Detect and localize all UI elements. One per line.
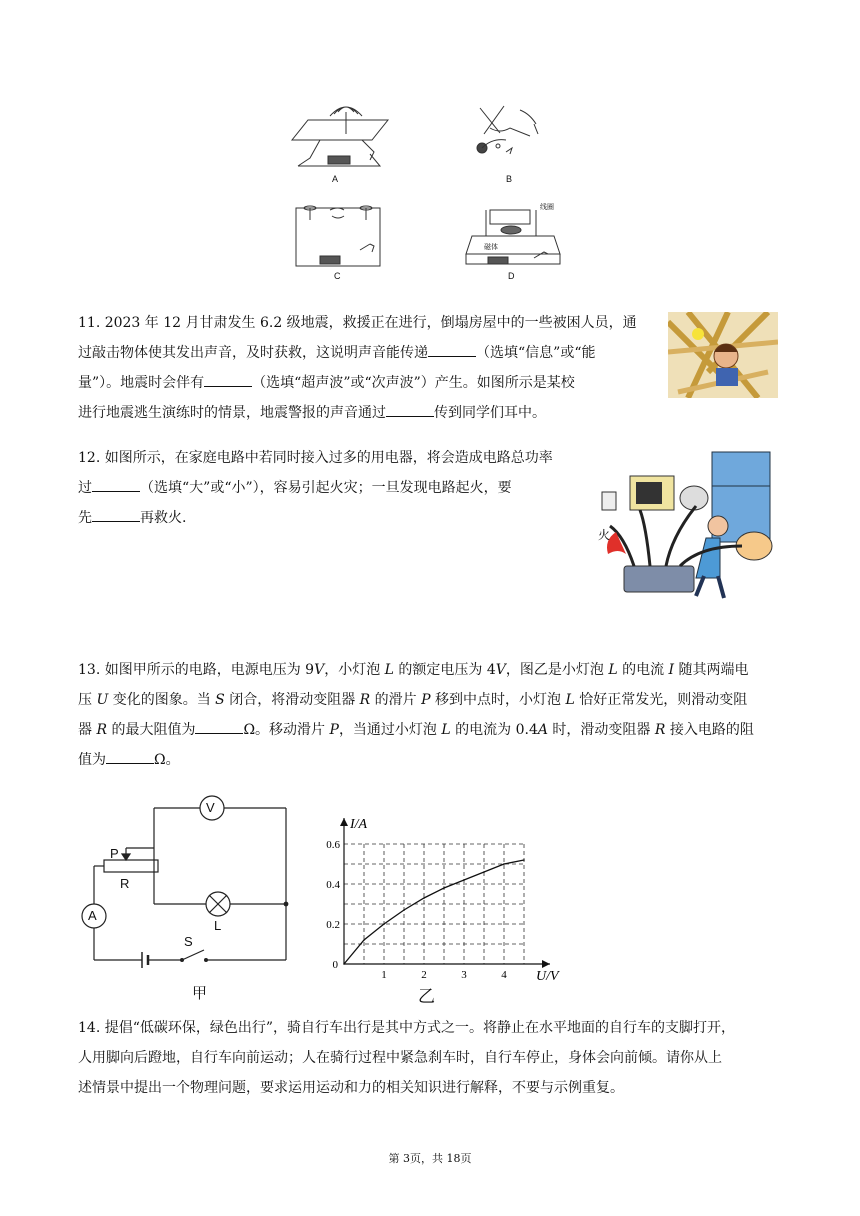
experiment-figure <box>290 98 580 288</box>
q13-line-4 <box>78 745 780 775</box>
q13-text: Ω。移动滑片 <box>243 722 330 738</box>
q13-text: 的电流 <box>617 662 669 678</box>
data-point <box>423 897 425 899</box>
q13-text: 的电流为 0.4 <box>450 722 538 738</box>
circuit-caption: 甲 <box>192 984 208 1002</box>
q13-text: 变化的图象。当 <box>108 692 216 708</box>
circuit-drawing <box>78 792 298 1004</box>
q13-text: 的额定电压为 4 <box>393 662 496 678</box>
q13-line-3 <box>78 715 780 745</box>
answer-blank[interactable] <box>195 719 243 734</box>
voltmeter-label: V <box>206 800 215 815</box>
q13-symbol: L <box>608 662 618 678</box>
q13-line-1 <box>78 655 780 685</box>
slider-label: P <box>110 846 119 861</box>
q13-text: 时，滑动变阻器 <box>547 722 655 738</box>
q12-line-2 <box>78 473 598 503</box>
q13-text: 压 <box>78 692 97 708</box>
switch-label: S <box>184 934 193 949</box>
q11-line-3 <box>78 368 658 398</box>
q11-text: （选填“超声波”或“次声波”）产生。如图所示是某校 <box>252 375 575 391</box>
ammeter-label: A <box>88 908 97 923</box>
q13-text: ，小灯泡 <box>324 662 385 678</box>
earthquake-drawing <box>668 312 778 398</box>
data-point <box>383 923 385 925</box>
circuit-diagram <box>78 792 298 1004</box>
y-axis-label: I/A <box>350 817 368 832</box>
q11-text: 进行地震逃生演练时的情景，地震警报的声音通过 <box>78 405 386 421</box>
q13-text: 值为 <box>78 752 106 768</box>
rheostat-icon <box>104 860 158 872</box>
q12-line-1: 12. 如图所示，在家庭电路中若同时接入过多的用电器，将会造成电路总功率 <box>78 450 553 466</box>
data-point <box>363 939 365 941</box>
earthquake-image <box>668 312 778 398</box>
q13-symbol: L <box>565 692 575 708</box>
q11-text: 过敲击物体使其发出声音，及时获救，这说明声音能传递 <box>78 345 428 361</box>
figure-label-magnet: 磁体 <box>484 244 498 251</box>
lamp-label: L <box>214 918 222 933</box>
figure-label-a: A <box>332 174 339 184</box>
q13-text: 移到中点时，小灯泡 <box>430 692 566 708</box>
q13-text: 器 <box>78 722 97 738</box>
x-tick-label: 3 <box>461 969 467 981</box>
data-point <box>503 863 505 865</box>
q11-text: 传到同学们耳中。 <box>434 405 546 421</box>
q14-line-1: 14. 提倡“低碳环保，绿色出行”，骑自行车出行是其中方式之一。将静止在水平地面的自行车的支脚打开， <box>78 1020 736 1036</box>
data-point <box>443 887 445 889</box>
iu-curve <box>344 860 524 964</box>
q12-text: 过 <box>78 480 92 496</box>
question-13 <box>78 655 780 775</box>
q13-symbol: R <box>359 692 371 708</box>
q12-text: 先 <box>78 510 92 526</box>
q13-symbol: I <box>668 662 675 678</box>
chart-caption: 乙 <box>418 987 435 1007</box>
y-tick-label: 0.2 <box>326 919 340 931</box>
page-footer: 第 3页，共 18页 <box>388 1152 472 1165</box>
x-tick-label: 2 <box>421 969 427 981</box>
answer-blank[interactable] <box>386 402 434 417</box>
q14-line-3: 述情景中提出一个物理问题，要求运用运动和力的相关知识进行解释，不要与示例重复。 <box>78 1080 624 1096</box>
answer-blank[interactable] <box>92 477 140 492</box>
question-11 <box>78 308 658 428</box>
q13-symbol: S <box>215 692 225 708</box>
answer-blank[interactable] <box>106 749 154 764</box>
overload-image <box>594 446 780 616</box>
q12-line-3 <box>78 503 598 533</box>
q11-line-2 <box>78 338 658 368</box>
iu-chart-svg <box>318 804 568 1004</box>
iu-chart <box>318 804 568 1007</box>
figure-label-b: B <box>506 174 513 184</box>
q13-line-2 <box>78 685 780 715</box>
q12-text: （选填“大”或“小”），容易引起火灾；一旦发现电路起火，要 <box>140 480 512 496</box>
y-tick-label: 0.4 <box>326 879 340 891</box>
question-12 <box>78 443 598 533</box>
q13-text: 恰好正常发光，则滑动变阻 <box>574 692 748 708</box>
data-point <box>483 871 485 873</box>
origin-label: 0 <box>332 959 338 971</box>
q13-symbol: L <box>384 662 394 678</box>
data-point <box>523 859 525 861</box>
experiment-drawings <box>290 98 580 288</box>
figure-label-coil: 线圈 <box>540 204 554 211</box>
q12-text: 再救火. <box>140 510 187 526</box>
q13-symbol: P <box>329 722 339 738</box>
q13-text: 的最大阻值为 <box>107 722 196 738</box>
y-axis-arrow-icon <box>340 818 348 826</box>
q13-symbol: A <box>537 722 548 738</box>
data-point <box>463 879 465 881</box>
q13-text: Ω。 <box>154 752 180 768</box>
y-tick-label: 0.6 <box>326 839 340 851</box>
answer-blank[interactable] <box>428 342 476 357</box>
figure-label-d: D <box>508 271 515 281</box>
q13-text: 闭合，将滑动变阻器 <box>224 692 360 708</box>
figure-label-c: C <box>334 271 341 281</box>
overload-drawing <box>594 446 780 616</box>
q13-symbol: R <box>654 722 666 738</box>
q13-text: ，当通过小灯泡 <box>338 722 442 738</box>
x-axis-label: U/V <box>536 969 559 984</box>
q11-text: 量”）。地震时会伴有 <box>78 375 205 391</box>
data-point <box>403 909 405 911</box>
answer-blank[interactable] <box>204 372 252 387</box>
rheostat-label: R <box>120 876 130 891</box>
q13-symbol: L <box>441 722 451 738</box>
question-14 <box>78 1013 780 1103</box>
x-tick-label: 1 <box>381 969 387 981</box>
fire-label: 火 <box>598 528 611 542</box>
q13-symbol: V <box>495 662 506 678</box>
q14-line-2: 人用脚向后蹬地，自行车向前运动；人在骑行过程中紧急刹车时，自行车停止，身体会向前倾。请你从上 <box>78 1050 722 1066</box>
answer-blank[interactable] <box>92 507 140 522</box>
x-axis-arrow-icon <box>542 960 550 968</box>
q11-line-1: 11. 2023 年 12 月甘肃发生 6.2 级地震，救援正在进行，倒塌房屋中的一些被困人员，通 <box>78 315 637 331</box>
q13-text: ，图乙是小灯泡 <box>505 662 609 678</box>
q13-symbol: U <box>96 692 109 708</box>
q13-symbol: V <box>314 662 325 678</box>
data-point <box>343 963 345 965</box>
q13-symbol: P <box>421 692 431 708</box>
q11-line-4 <box>78 398 658 428</box>
q13-text: 的滑片 <box>370 692 422 708</box>
q11-text: （选填“信息”或“能 <box>476 345 596 361</box>
q13-text: 13. 如图甲所示的电路，电源电压为 9 <box>78 662 315 678</box>
q13-text: 接入电路的阻 <box>665 722 754 738</box>
q13-symbol: R <box>96 722 107 738</box>
q13-text: 随其两端电 <box>674 662 749 678</box>
x-tick-label: 4 <box>501 969 507 981</box>
